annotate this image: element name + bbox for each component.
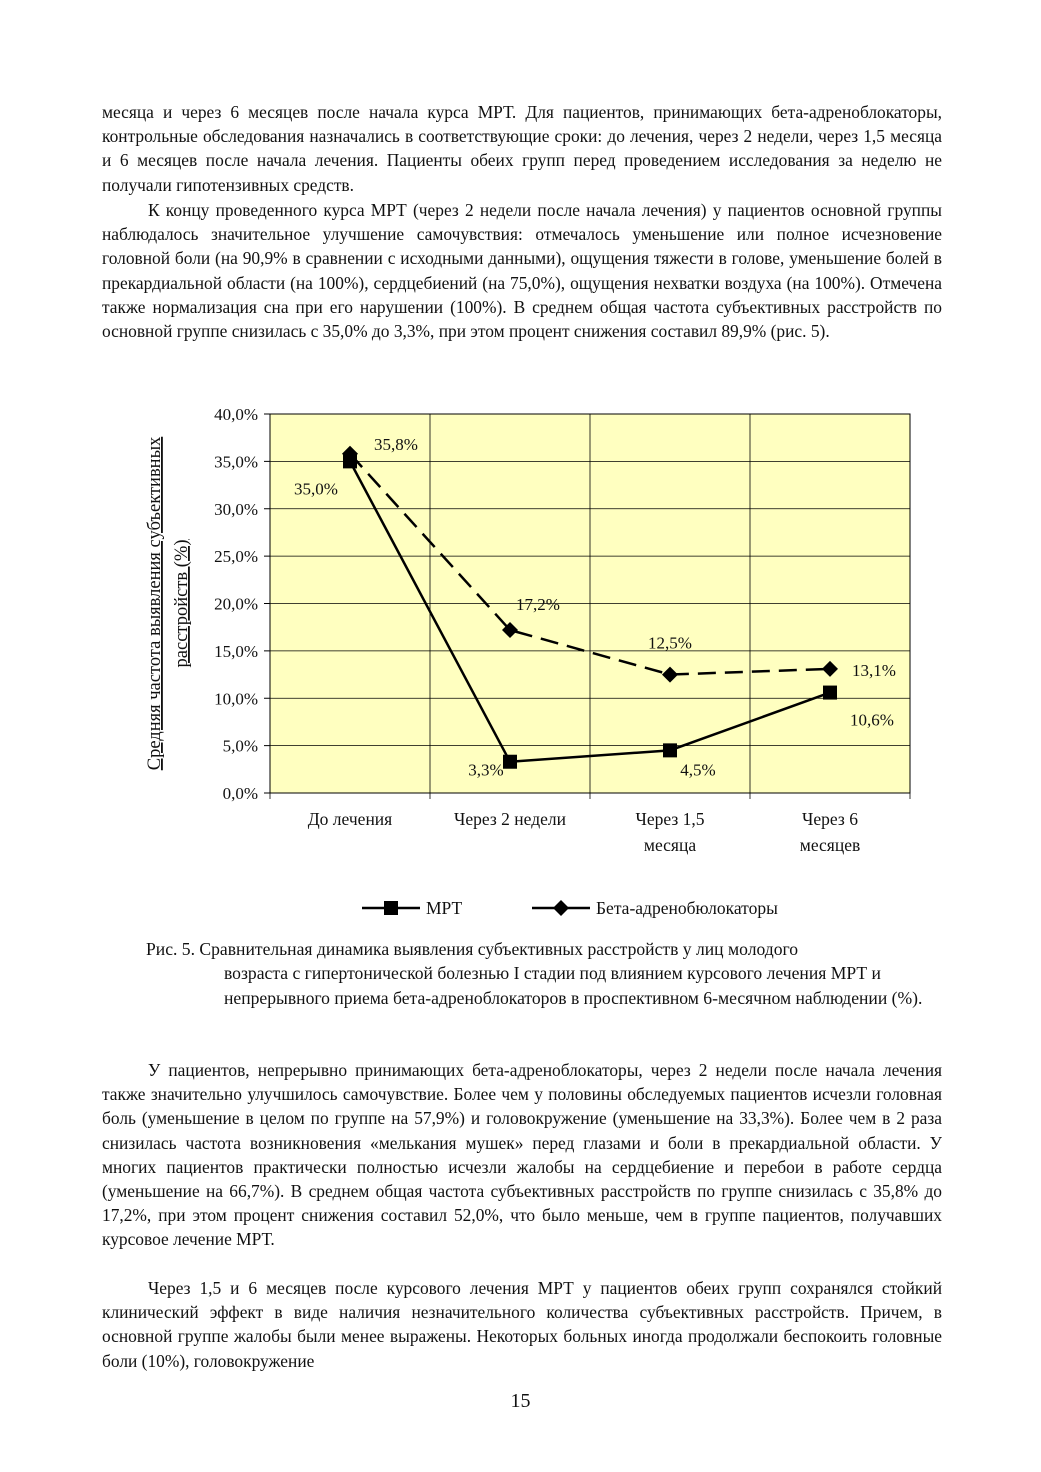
- data-label: 17,2%: [516, 595, 560, 615]
- figure-caption: [146, 937, 946, 1010]
- y-tick-label: 35,0%: [214, 452, 258, 472]
- x-tick-label: месяцев: [799, 835, 861, 855]
- legend-label: МРТ: [426, 898, 463, 918]
- series-point: [823, 686, 837, 700]
- page-number: 15: [510, 1390, 531, 1412]
- legend-marker: [553, 900, 569, 916]
- y-tick-label: 5,0%: [222, 736, 258, 756]
- legend-label: Бета-адренобюлокаторы: [596, 898, 778, 918]
- x-tick-label: Через 6: [802, 809, 858, 829]
- y-axis-title: расстройств (%): [172, 539, 192, 668]
- series-point: [503, 755, 517, 769]
- x-tick-label: Через 1,5: [635, 809, 705, 829]
- series-point: [663, 743, 677, 757]
- data-label: 4,5%: [680, 760, 716, 780]
- data-label: 35,0%: [294, 479, 338, 499]
- legend-marker: [384, 901, 398, 915]
- data-label: 12,5%: [648, 633, 692, 653]
- y-tick-label: 30,0%: [214, 499, 258, 519]
- x-tick-label: Через 2 недели: [454, 809, 566, 829]
- data-label: 13,1%: [852, 660, 896, 680]
- data-label: 35,8%: [374, 434, 418, 454]
- x-tick-label: До лечения: [307, 809, 393, 829]
- y-tick-label: 15,0%: [214, 641, 258, 661]
- paragraph-4: Через 1,5 и 6 месяцев после курсового лечения МРТ у пациентов обеих групп сохранялся стойкий клинический эффект в виде наличия незначительного количества субъективных расстройств. Причем, в основной группе жалобы были менее выражены. Некоторых больных иногда продолжали беспокоить головные боли (10%), головокружение: [102, 1278, 942, 1371]
- y-tick-label: 0,0%: [222, 784, 258, 803]
- y-tick-label: 40,0%: [214, 405, 258, 424]
- data-label: 3,3%: [468, 760, 504, 780]
- y-tick-label: 20,0%: [214, 594, 258, 614]
- paragraph-1: месяца и через 6 месяцев после начала курса МРТ. Для пациентов, принимающих бета-адреноблокаторы, контрольные обследования назначались в соответствующие сроки: до лечения, через 2 недели, через 1,5 месяца и 6 месяцев после начала лечения. Пациенты обеих групп перед проведением исследования за неделю не получали гипотензивных средств.: [102, 102, 942, 195]
- caption-first-line: Рис. 5. Сравнительная динамика выявления субъективных расстройств у лиц молодого: [146, 939, 799, 959]
- paragraph-2: К концу проведенного курса МРТ (через 2 недели после начала лечения) у пациентов основной группы наблюдалось значительное улучшение самочувствия: отмечалось уменьшение или полное исчезновение головной боли (на 90,9% в сравнении с исходными данными), ощущения тяжести в голове, уменьшение болей в прекардиальной области (на 100%), сердцебиений (на 75,0%), ощущения нехватки воздуха (на 100%). Отмечена также нормализация сна при его нарушении (100%). В среднем общая частота субъективных расстройств по основной группе снизилась с 35,0% до 3,3%, при этом процент снижения составил 89,9% (рис. 5).: [102, 200, 942, 342]
- y-tick-label: 25,0%: [214, 547, 258, 567]
- line-chart: [140, 398, 930, 928]
- x-tick-label: месяца: [643, 835, 697, 855]
- y-axis-title: Средняя частота выявления субъективных: [145, 436, 165, 771]
- data-label: 10,6%: [850, 710, 894, 730]
- paragraph-3: У пациентов, непрерывно принимающих бета-адреноблокаторы, через 2 недели после начала лечения также значительно улучшилось самочувствие. Более чем у половины обследуемых пациентов исчезли головная боль (уменьшение в целом по группе на 57,9%) и головокружение (уменьшение на 33,3%). Более чем в 2 раза снизилась частота возникновения «мелькания мушек» перед глазами и боли в прекардиальной области. У многих пациентов практически полностью исчезли жалобы на сердцебиение и перебои в работе сердца (уменьшение на 66,7%). В среднем общая частота субъективных расстройств по группе снизилась с 35,8% до 17,2%, при этом процент снижения составил 52,0%, что было меньше, чем в группе пациентов, получавших курсовое лечение МРТ.: [102, 1060, 942, 1250]
- y-tick-label: 10,0%: [214, 689, 258, 709]
- caption-rest: возраста с гипертонической болезнью I стадии под влиянием курсового лечения МРТ и непрерывного приема бета-адреноблокаторов в проспективном 6-месячном наблюдении (%).: [224, 963, 923, 1008]
